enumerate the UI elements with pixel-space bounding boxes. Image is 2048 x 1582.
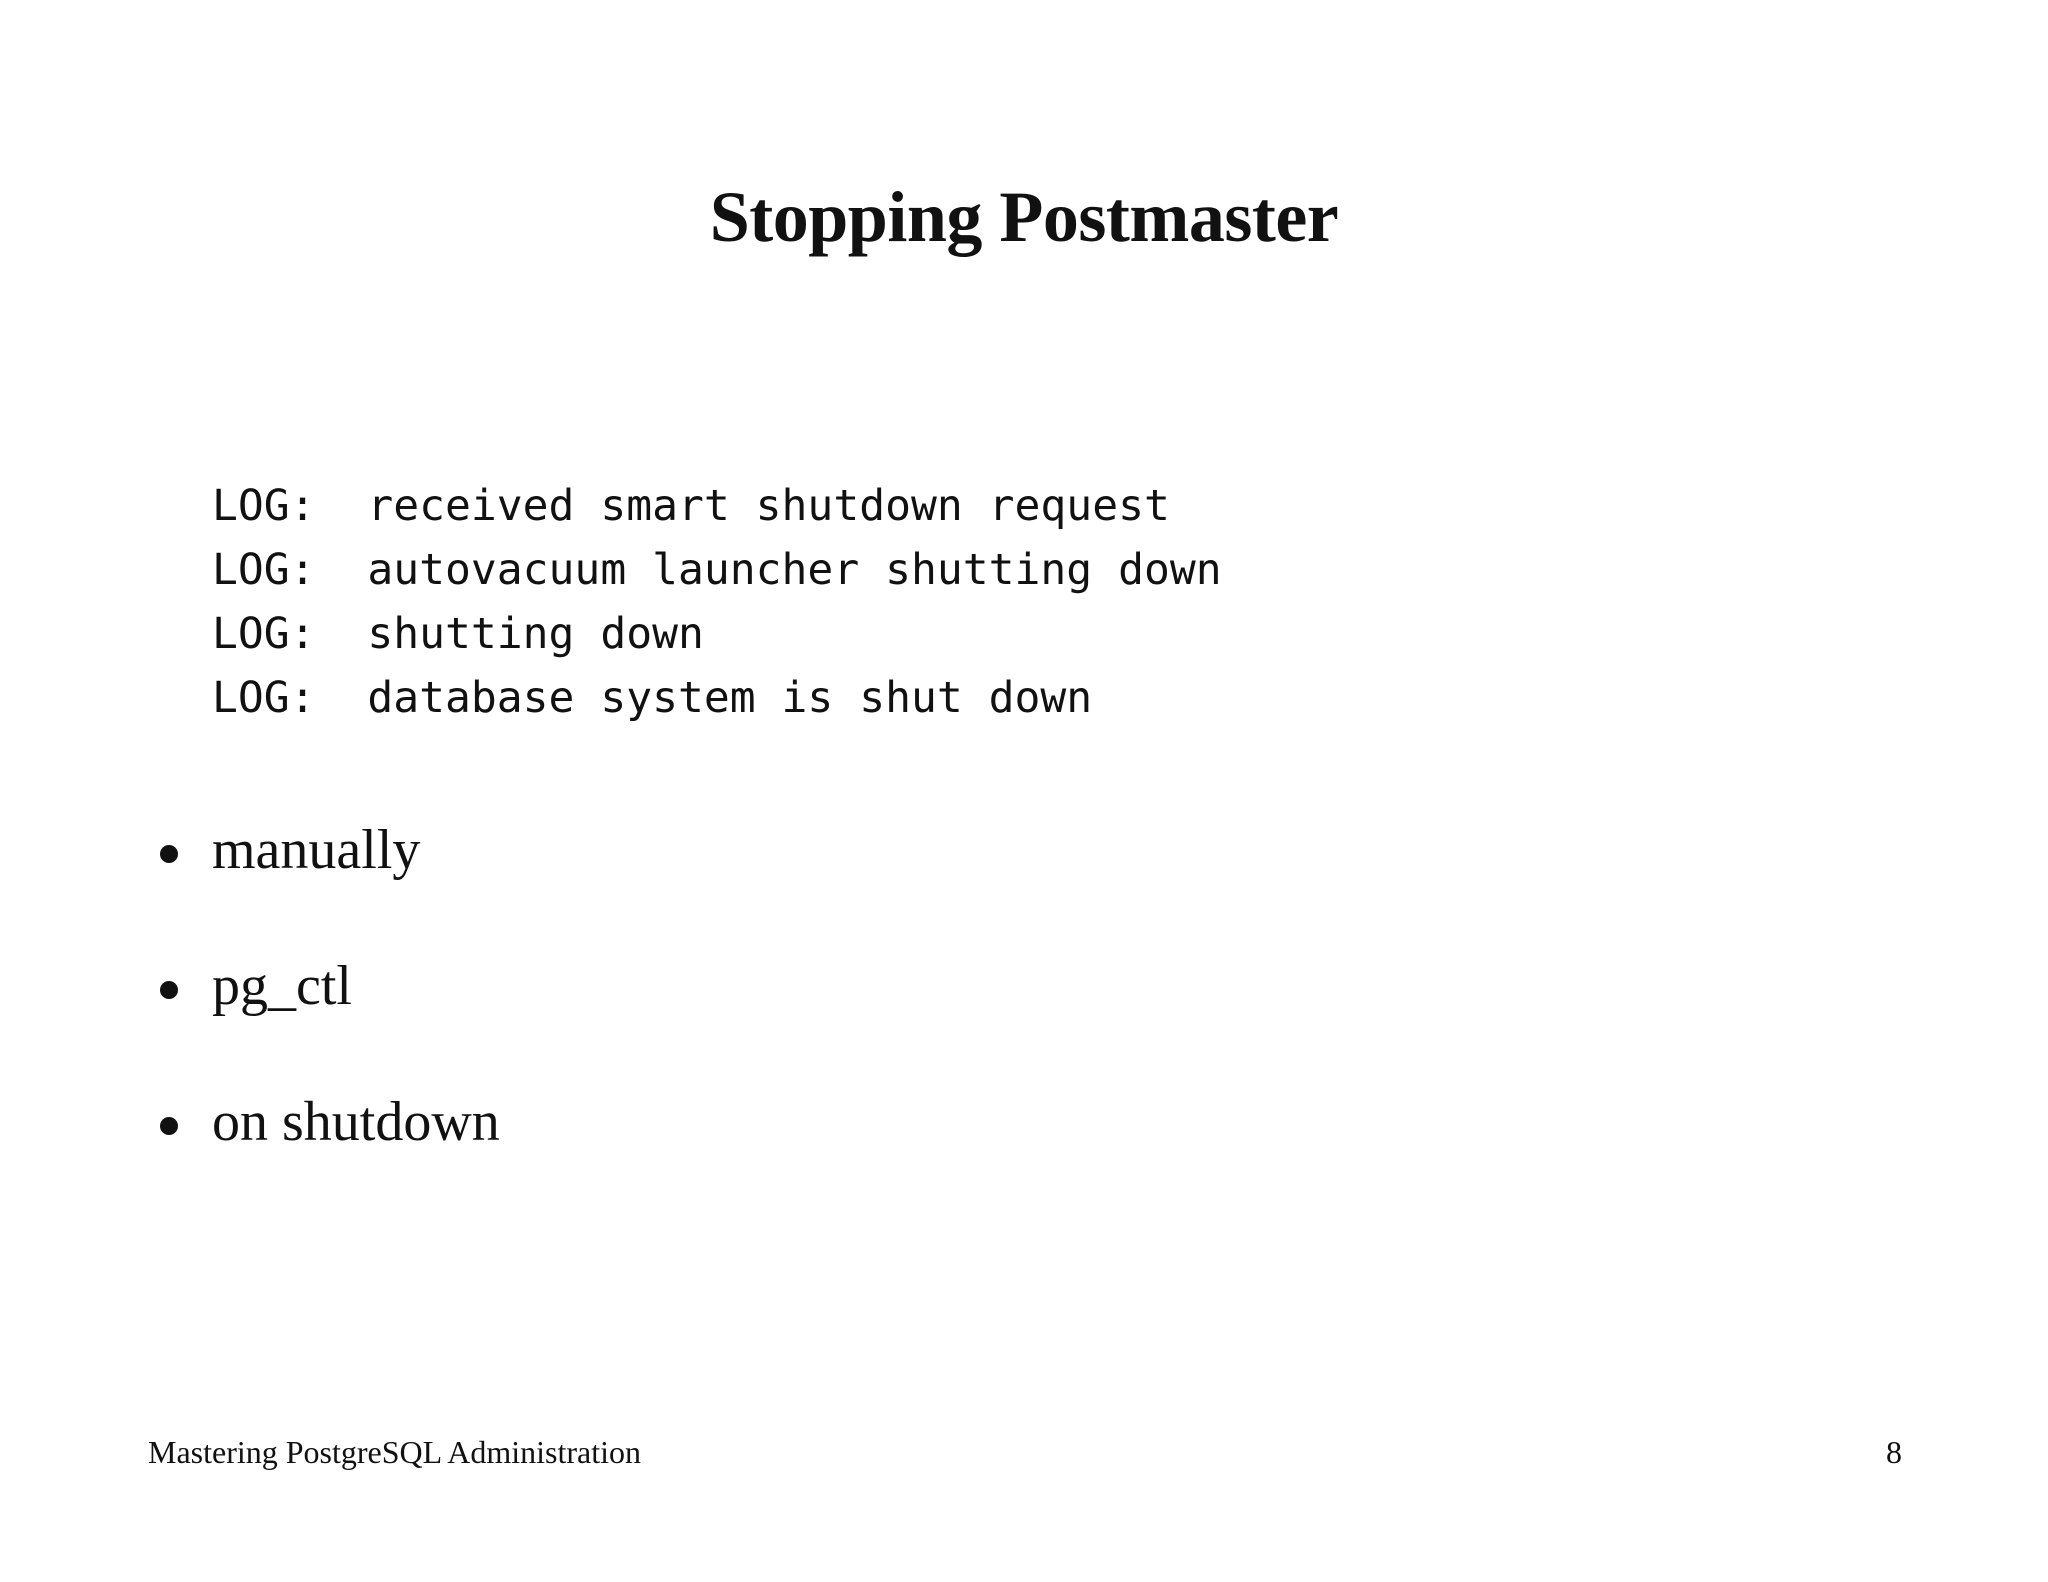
log-line: LOG: shutting down bbox=[212, 609, 704, 659]
slide-title: Stopping Postmaster bbox=[709, 177, 1339, 257]
log-line: LOG: autovacuum launcher shutting down bbox=[212, 545, 1222, 595]
page-number: 8 bbox=[1886, 1434, 1902, 1470]
log-line: LOG: received smart shutdown request bbox=[212, 481, 1170, 531]
bullet-text: pg_ctl bbox=[212, 955, 352, 1017]
log-output bbox=[212, 474, 1222, 730]
bullet-text: on shutdown bbox=[212, 1091, 500, 1153]
bullet-text: manually bbox=[212, 819, 421, 881]
footer-title: Mastering PostgreSQL Administration bbox=[148, 1434, 642, 1470]
bullet-dot-icon bbox=[160, 845, 178, 863]
bullet-dot-icon bbox=[160, 1117, 178, 1135]
log-line: LOG: database system is shut down bbox=[212, 673, 1093, 723]
bullet-dot-icon bbox=[160, 981, 178, 999]
